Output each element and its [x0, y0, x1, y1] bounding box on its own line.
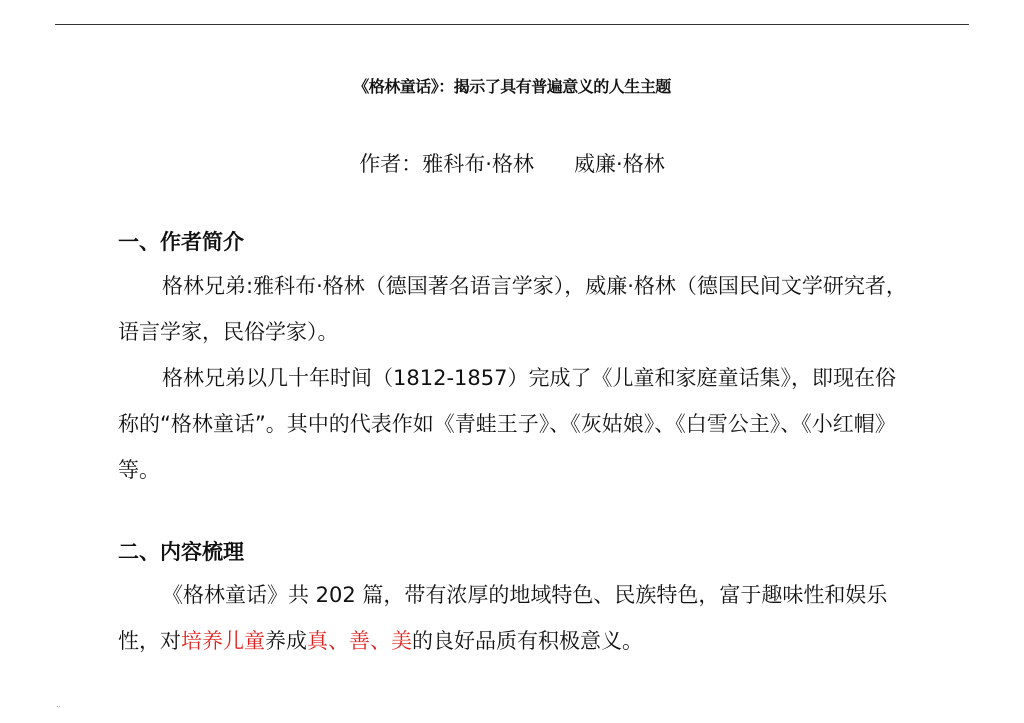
paragraph-content-summary — [118, 572, 908, 664]
document-title: 《格林童话》：揭示了具有普遍意义的人生主题 — [353, 77, 671, 96]
highlight-truth-goodness-beauty: 真、善、美 — [307, 629, 412, 653]
paragraph-brothers-intro: 格林兄弟:雅科布·格林（德国著名语言学家），威廉·格林（德国民间文学研究者，语言学家，民俗学家）。 — [118, 274, 907, 344]
highlight-nurture-children: 培养儿童 — [181, 629, 265, 653]
page-corner-mark: .. — [56, 700, 62, 709]
author-line: 作者：雅科布·格林 威廉·格林 — [359, 152, 665, 176]
paragraph-fairy-tale-collection: 格林兄弟以几十年时间（1812-1857）完成了《儿童和家庭童话集》，即现在俗称的“格林童话”。其中的代表作如《青蛙王子》、《灰姑娘》、《白雪公主》、《小红帽》等。 — [118, 366, 896, 482]
summary-text-part1: 《格林童话》共 202 篇，带有浓厚的地域特色、民族特色，富于趣味性和娱乐性，对 — [118, 583, 888, 653]
summary-text-part3: 的良好品质有积极意义。 — [412, 629, 643, 653]
top-rule — [55, 24, 969, 25]
summary-text-part2: 养成 — [265, 629, 307, 653]
section-heading-author-intro: 一、作者简介 — [118, 230, 244, 254]
section-heading-content-review: 二、内容梳理 — [118, 540, 244, 564]
